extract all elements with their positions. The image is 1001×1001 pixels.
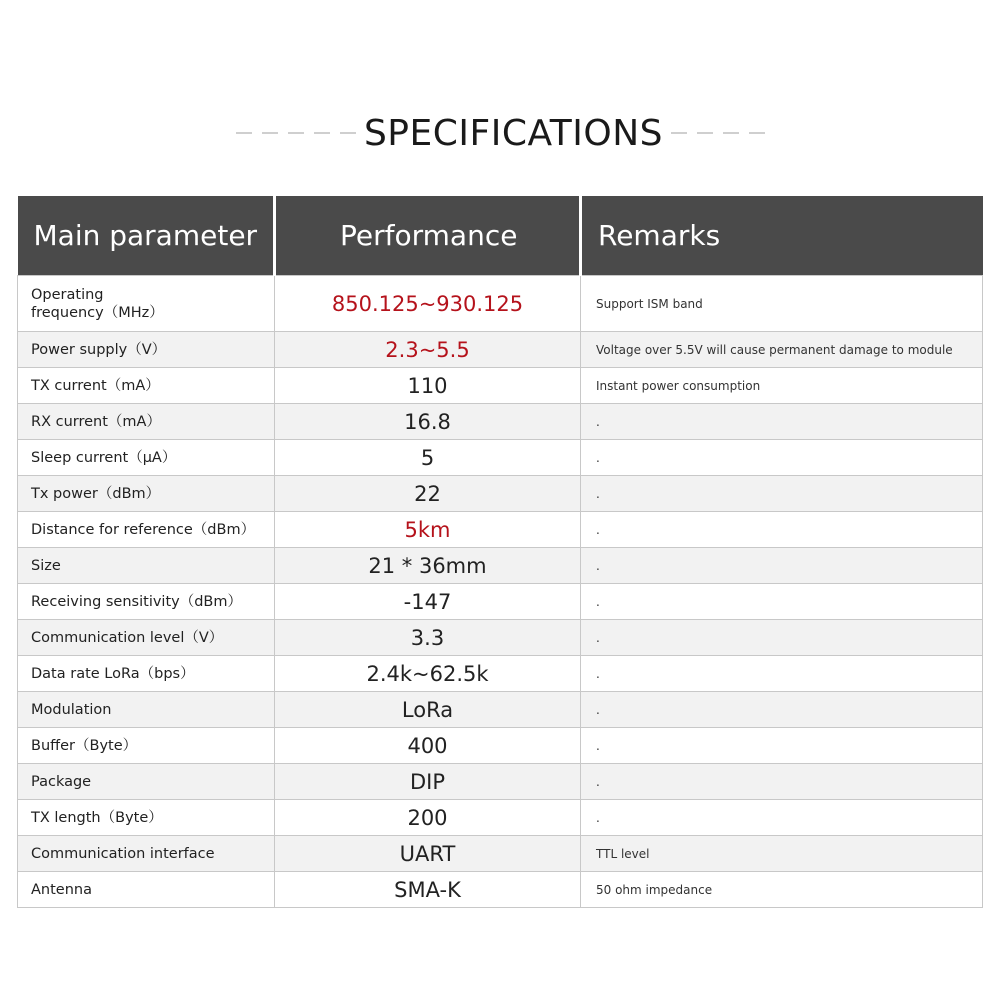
param-cell: TX current（mA）	[18, 368, 275, 404]
performance-cell: 200	[275, 800, 581, 836]
remark-cell: .	[581, 476, 983, 512]
remark-cell: Instant power consumption	[581, 368, 983, 404]
performance-cell: 5km	[275, 512, 581, 548]
table-row	[18, 620, 983, 656]
param-cell: Tx power（dBm）	[18, 476, 275, 512]
param-cell: Modulation	[18, 692, 275, 728]
remark-cell: .	[581, 584, 983, 620]
remark-cell: .	[581, 764, 983, 800]
header-remarks: Remarks	[581, 196, 983, 276]
remark-cell: 50 ohm impedance	[581, 872, 983, 908]
table-row	[18, 836, 983, 872]
performance-cell: 2.3~5.5	[275, 332, 581, 368]
remark-cell: Support ISM band	[581, 276, 983, 332]
table-row	[18, 440, 983, 476]
page-title: SPECIFICATIONS	[363, 112, 664, 154]
performance-cell: LoRa	[275, 692, 581, 728]
param-cell: Distance for reference（dBm）	[18, 512, 275, 548]
remark-cell: .	[581, 512, 983, 548]
param-cell: Sleep current（µA）	[18, 440, 275, 476]
spec-table-body	[18, 276, 983, 908]
param-cell: Power supply（V）	[18, 332, 275, 368]
table-row	[18, 800, 983, 836]
title-right-dashes	[671, 132, 765, 134]
performance-cell: UART	[275, 836, 581, 872]
spec-table	[17, 196, 983, 908]
remark-cell: .	[581, 620, 983, 656]
table-row	[18, 584, 983, 620]
table-row	[18, 512, 983, 548]
remark-cell: .	[581, 692, 983, 728]
table-row	[18, 332, 983, 368]
remark-cell: Voltage over 5.5V will cause permanent damage to module	[581, 332, 983, 368]
header-row	[18, 196, 983, 276]
table-row	[18, 476, 983, 512]
table-row	[18, 764, 983, 800]
param-cell: Communication level（V）	[18, 620, 275, 656]
performance-cell: 16.8	[275, 404, 581, 440]
param-cell: Communication interface	[18, 836, 275, 872]
table-row	[18, 368, 983, 404]
performance-cell: 5	[275, 440, 581, 476]
param-cell: TX length（Byte）	[18, 800, 275, 836]
performance-cell: 850.125~930.125	[275, 276, 581, 332]
table-row	[18, 404, 983, 440]
title-bar	[0, 108, 1001, 158]
table-row	[18, 728, 983, 764]
performance-cell: 22	[275, 476, 581, 512]
remark-cell: .	[581, 548, 983, 584]
param-cell: Package	[18, 764, 275, 800]
remark-cell: TTL level	[581, 836, 983, 872]
remark-cell: .	[581, 440, 983, 476]
performance-cell: 400	[275, 728, 581, 764]
performance-cell: SMA-K	[275, 872, 581, 908]
table-row	[18, 276, 983, 332]
remark-cell: .	[581, 728, 983, 764]
header-performance: Performance	[275, 196, 581, 276]
table-row	[18, 656, 983, 692]
param-cell: Operating frequency（MHz）	[18, 276, 275, 332]
performance-cell: DIP	[275, 764, 581, 800]
performance-cell: 2.4k~62.5k	[275, 656, 581, 692]
param-cell: Buffer（Byte）	[18, 728, 275, 764]
table-row	[18, 692, 983, 728]
spec-table-header	[18, 196, 983, 276]
performance-cell: -147	[275, 584, 581, 620]
performance-cell: 21 * 36mm	[275, 548, 581, 584]
param-cell: Antenna	[18, 872, 275, 908]
title-left-dashes	[236, 132, 356, 134]
param-cell: Data rate LoRa（bps）	[18, 656, 275, 692]
table-row	[18, 872, 983, 908]
param-cell: RX current（mA）	[18, 404, 275, 440]
header-main-parameter: Main parameter	[18, 196, 275, 276]
table-row	[18, 548, 983, 584]
remark-cell: .	[581, 404, 983, 440]
remark-cell: .	[581, 656, 983, 692]
param-cell: Receiving sensitivity（dBm）	[18, 584, 275, 620]
param-cell: Size	[18, 548, 275, 584]
performance-cell: 110	[275, 368, 581, 404]
remark-cell: .	[581, 800, 983, 836]
performance-cell: 3.3	[275, 620, 581, 656]
